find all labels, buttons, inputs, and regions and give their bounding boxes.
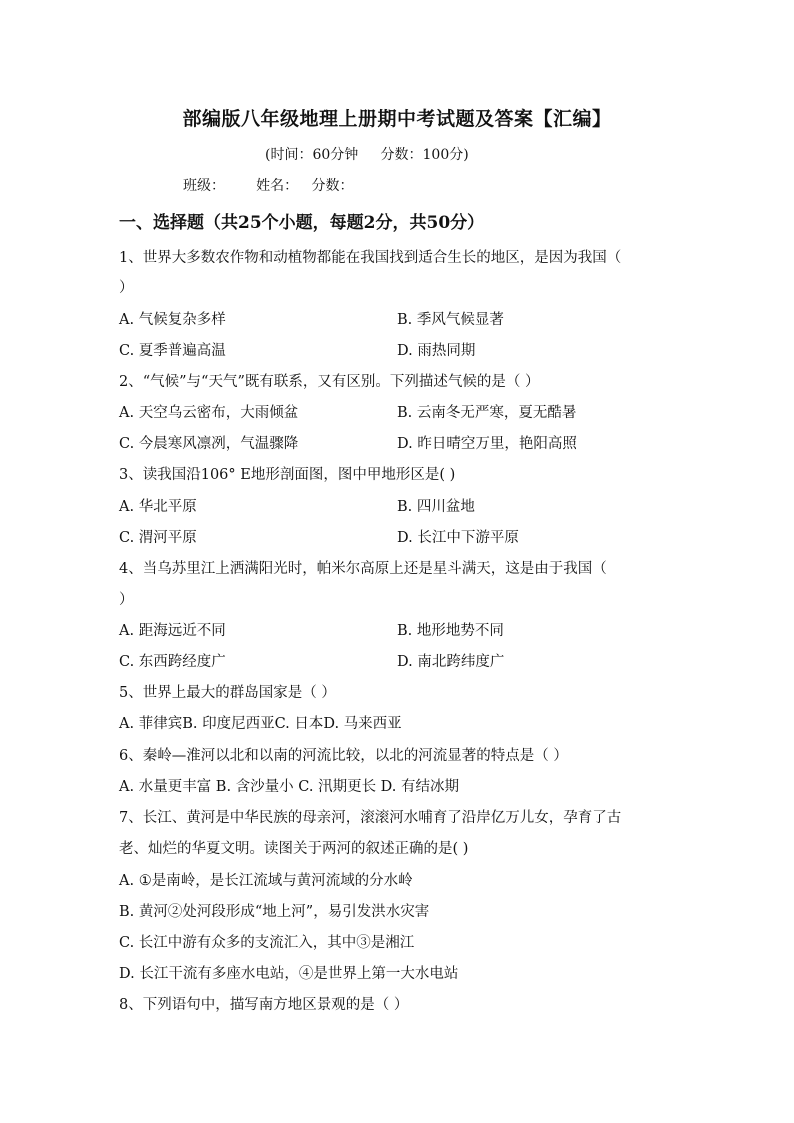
question-1-stem-cont: ） — [119, 280, 134, 296]
question-8-stem: 8、下列语句中，描写南方地区景观的是（ ） — [119, 997, 409, 1013]
question-3-option-d: D. 长江中下游平原 — [397, 530, 519, 546]
question-6-options: A. 水量更丰富 B. 含沙量小 C. 汛期更长 D. 有结冰期 — [119, 779, 460, 795]
question-1-option-a: A. 气候复杂多样 — [119, 312, 226, 328]
question-4-option-c: C. 东西跨经度广 — [119, 654, 226, 670]
question-4-option-d: D. 南北跨纬度广 — [397, 654, 505, 670]
question-3-option-a: A. 华北平原 — [119, 499, 197, 515]
question-7-option-a: A. ①是南岭，是长江流域与黄河流域的分水岭 — [119, 873, 413, 889]
question-6-stem: 6、秦岭—淮河以北和以南的河流比较，以北的河流显著的特点是（ ） — [119, 748, 568, 764]
question-7-stem-cont: 老、灿烂的华夏文明。读图关于两河的叙述正确的是( ) — [119, 841, 469, 857]
question-3-option-c: C. 渭河平原 — [119, 530, 197, 546]
document-title: 部编版八年级地理上册期中考试题及答案【汇编】 — [182, 108, 612, 130]
question-4-stem: 4、当乌苏里江上洒满阳光时，帕米尔高原上还是星斗满天，这是由于我国（ — [119, 561, 607, 577]
question-1-option-d: D. 雨热同期 — [397, 343, 476, 359]
question-5-stem: 5、世界上最大的群岛国家是（ ） — [119, 685, 336, 701]
question-1-stem: 1、世界大多数农作物和动植物都能在我国找到适合生长的地区，是因为我国（ — [119, 250, 622, 266]
question-5-options: A. 菲律宾B. 印度尼西亚C. 日本D. 马来西亚 — [119, 716, 402, 732]
question-4-option-a: A. 距海远近不同 — [119, 623, 226, 639]
question-2-stem: 2、“气候”与“天气”既有联系，又有区别。下列描述气候的是（ ） — [119, 374, 540, 390]
section-heading: 一、选择题（共25个小题，每题2分，共50分） — [119, 213, 485, 233]
question-7-option-d: D. 长江干流有多座水电站，④是世界上第一大水电站 — [119, 966, 459, 982]
question-7-option-c: C. 长江中游有众多的支流汇入，其中③是湘江 — [119, 935, 415, 951]
question-1-option-c: C. 夏季普遍高温 — [119, 343, 226, 359]
question-3-option-b: B. 四川盆地 — [397, 499, 475, 515]
question-7-option-b: B. 黄河②处河段形成“地上河”，易引发洪水灾害 — [119, 904, 430, 920]
question-7-stem: 7、长江、黄河是中华民族的母亲河，滚滚河水哺育了沿岸亿万儿女，孕育了古 — [119, 810, 622, 826]
question-2-option-d: D. 昨日晴空万里，艳阳高照 — [397, 436, 577, 452]
exam-info: (时间：60分钟 分数：100分) — [265, 147, 469, 163]
question-2-option-b: B. 云南冬无严寒，夏无酷暑 — [397, 405, 577, 421]
question-3-stem: 3、读我国沿106° E地形剖面图，图中甲地形区是( ) — [119, 467, 456, 483]
question-1-option-b: B. 季风气候显著 — [397, 312, 504, 328]
question-4-option-b: B. 地形地势不同 — [397, 623, 504, 639]
question-2-option-c: C. 今晨寒风凛冽，气温骤降 — [119, 436, 299, 452]
question-4-stem-cont: ） — [119, 592, 134, 608]
question-2-option-a: A. 天空乌云密布，大雨倾盆 — [119, 405, 299, 421]
student-info-line: 班级： 姓名： 分数： — [183, 178, 354, 194]
